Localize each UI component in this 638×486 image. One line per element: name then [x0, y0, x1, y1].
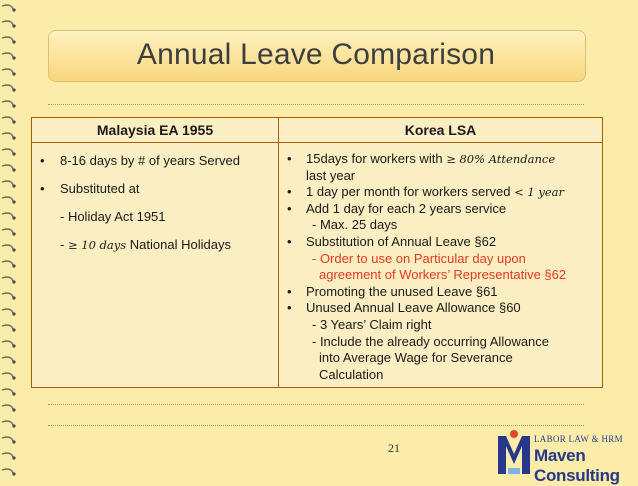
- subitem-text: National Holidays: [129, 237, 231, 252]
- math-expression: ≥ 10 days: [67, 238, 127, 252]
- spiral-binding-decoration: [0, 0, 22, 479]
- header-malaysia: Malaysia EA 1955: [32, 118, 279, 143]
- bullet-icon: •: [287, 300, 292, 316]
- list-item-text: Promoting the unused Leave §61: [306, 283, 498, 299]
- logo-name: Maven Consulting: [534, 446, 620, 485]
- list-subitem: - Include the already occurring Allowance: [312, 333, 550, 349]
- list-subitem: into Average Wage for Severance: [319, 350, 513, 366]
- list-item: [287, 151, 596, 168]
- list-item: [287, 300, 596, 317]
- list-item-continuation: [287, 168, 596, 185]
- list-item: [287, 284, 596, 301]
- bullet-icon: •: [287, 283, 292, 299]
- math-expression: ≥ 80% Attendance: [446, 152, 556, 166]
- list-subitem-highlight: agreement of Workers’ Representative §62: [319, 267, 567, 283]
- list-item-text: Unused Annual Leave Allowance §60: [306, 300, 521, 316]
- subitem-prefix: -: [60, 237, 65, 252]
- list-item-text: 15days for workers with: [306, 151, 443, 166]
- list-item: [287, 234, 596, 251]
- divider-bottom-1: [48, 404, 584, 405]
- divider-bottom-2: [48, 425, 584, 426]
- malaysia-cell: [32, 143, 279, 388]
- logo-mark-icon: [496, 428, 532, 479]
- page-number: 21: [388, 441, 400, 455]
- list-subitem: [40, 209, 272, 225]
- list-item: [40, 181, 272, 197]
- table-header-row: [32, 118, 603, 143]
- logo-tagline: LABOR LAW & HRM: [534, 434, 623, 444]
- comparison-table: [31, 117, 603, 388]
- bullet-icon: •: [287, 151, 292, 166]
- list-item: [287, 184, 596, 201]
- divider-top: [48, 104, 584, 105]
- list-item-text: 1 day per month for workers served: [306, 184, 511, 200]
- bullet-icon: •: [287, 233, 292, 249]
- maven-consulting-logo: [496, 428, 638, 485]
- table-body-row: [32, 143, 603, 388]
- list-item-text: Add 1 day for each 2 years service: [306, 200, 507, 216]
- list-item-text: 8-16 days by # of years Served: [60, 153, 240, 168]
- list-item: [40, 153, 272, 169]
- korea-cell: [279, 143, 603, 388]
- list-item-text: Substitution of Annual Leave §62: [306, 233, 497, 249]
- list-subitem: - 3 Years’ Claim right: [312, 316, 432, 332]
- bullet-icon: •: [40, 181, 45, 196]
- list-subitem: [40, 237, 272, 253]
- bullet-icon: •: [287, 184, 292, 200]
- slide-title: Annual Leave Comparison: [136, 38, 496, 71]
- list-item: [287, 201, 596, 218]
- list-subitem: Calculation: [319, 366, 384, 382]
- bullet-icon: •: [40, 153, 45, 168]
- list-item-text: last year: [306, 167, 356, 183]
- math-expression: < 1 year: [514, 185, 565, 200]
- list-subitem: - Max. 25 days: [312, 217, 398, 233]
- subitem-text: - Holiday Act 1951: [60, 209, 166, 224]
- list-subitem-highlight: - Order to use on Particular day upon: [312, 250, 526, 266]
- bullet-icon: •: [287, 200, 292, 216]
- header-korea: Korea LSA: [279, 118, 603, 143]
- list-item-text: Substituted at: [60, 181, 140, 196]
